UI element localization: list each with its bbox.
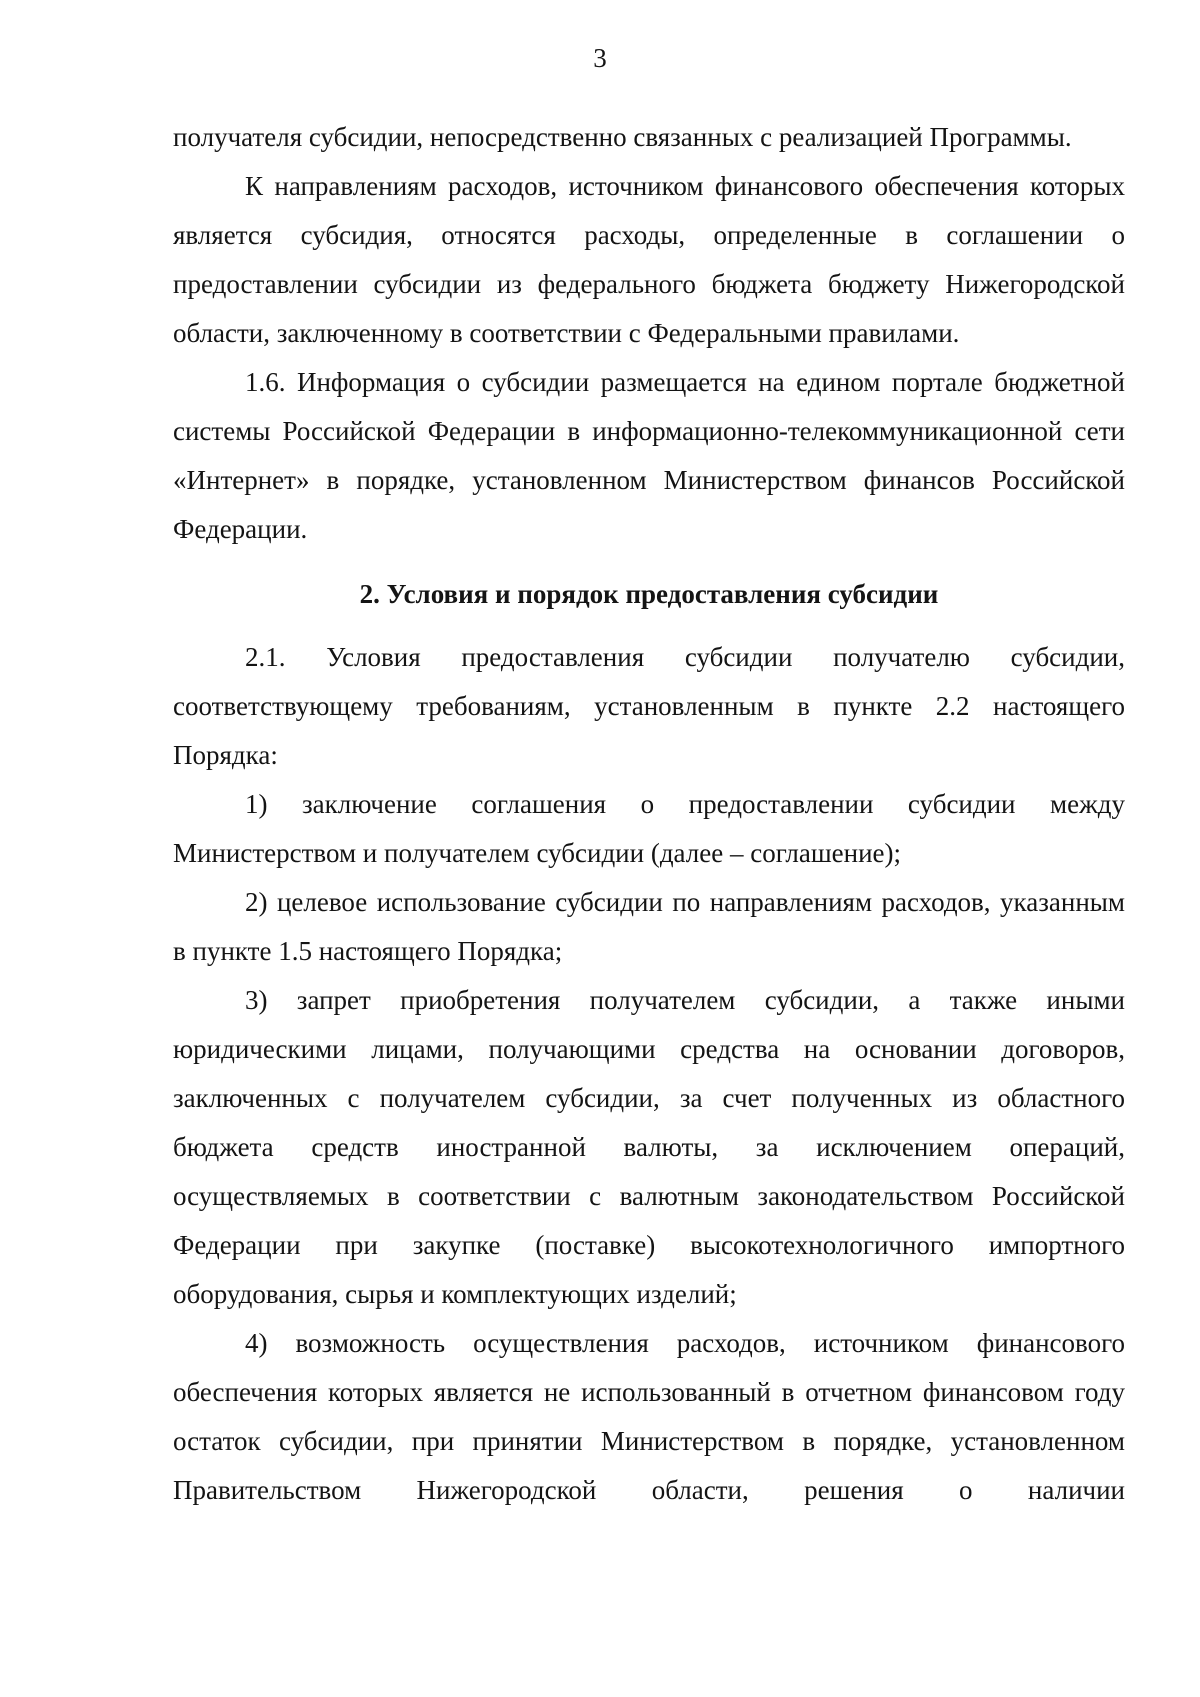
list-item-2: 2) целевое использование субсидии по направлениям расходов, указанным в пункте 1.5 настоящего Порядка; — [173, 887, 1125, 966]
paragraph-continuation: получателя субсидии, непосредственно связанных с реализацией Программы. — [173, 122, 1072, 152]
list-item-4: 4) возможность осуществления расходов, источником финансового обеспечения которых является не использованный в отчетном финансовом году остаток субсидии, при принятии Министерством в порядке, установленном Правительством Нижегородской области, решения о наличии — [173, 1328, 1125, 1505]
paragraph-expense-directions: К направлениям расходов, источником финансового обеспечения которых является субсидия, относятся расходы, определенные в соглашении о предоставлении субсидии из федерального бюджета бюджету Нижегородской области, заключенному в соответствии с Федеральными правилами. — [173, 171, 1125, 348]
document-body — [173, 113, 1125, 1515]
paragraph-1-6: 1.6. Информация о субсидии размещается на едином портале бюджетной системы Российской Федерации в информационно-телекоммуникационной сети «Интернет» в порядке, установленном Министерством финансов Российской Федерации. — [173, 367, 1125, 544]
page-number: 3 — [593, 43, 607, 73]
section-heading: 2. Условия и порядок предоставления субсидии — [359, 579, 939, 609]
paragraph-2-1: 2.1. Условия предоставления субсидии получателю субсидии, соответствующему требованиям, установленным в пункте 2.2 настоящего Порядка: — [173, 642, 1125, 770]
list-item-1: 1) заключение соглашения о предоставлении субсидии между Министерством и получателем субсидии (далее – соглашение); — [173, 789, 1125, 868]
list-item-3: 3) запрет приобретения получателем субсидии, а также иными юридическими лицами, получающими средства на основании договоров, заключенных с получателем субсидии, за счет полученных из областного бюджета средств иностранной валюты, за исключением операций, осуществляемых в соответствии с валютным законодательством Российской Федерации при закупке (поставке) высокотехнологичного импортного оборудования, сырья и комплектующих изделий; — [173, 985, 1125, 1309]
